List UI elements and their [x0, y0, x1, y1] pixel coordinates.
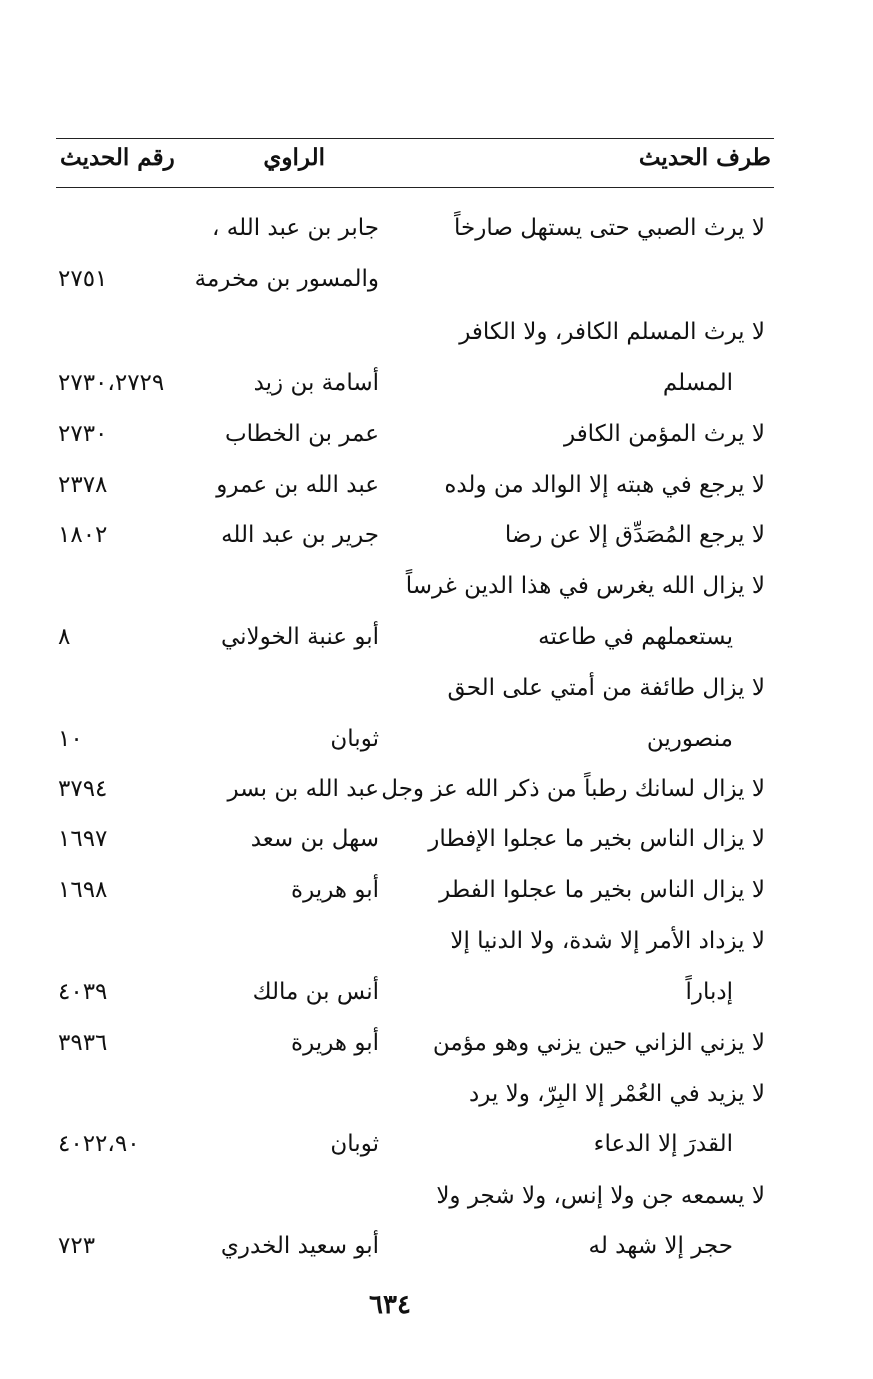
- hadith-number: ٣٧٩٤: [58, 776, 108, 802]
- column-header-narrator: الراوي: [263, 144, 325, 171]
- hadith-text-line: لا يزال طائفة من أمتي على الحق: [447, 675, 765, 701]
- hadith-text-line: لا يرث الصبي حتى يستهل صارخاً: [454, 215, 765, 241]
- narrator-name: جرير بن عبد الله: [221, 522, 379, 548]
- page-number: ٦٣٤: [369, 1290, 411, 1320]
- hadith-number: ٢٧٣٠،٢٧٢٩: [58, 370, 165, 396]
- column-header-hadith-number: رقم الحديث: [60, 144, 175, 171]
- hadith-number: ١٠: [58, 726, 83, 752]
- hadith-number: ٢٧٥١: [58, 266, 108, 292]
- header-top-rule: [56, 138, 774, 139]
- hadith-text-line: لا يزداد الأمر إلا شدة، ولا الدنيا إلا: [450, 928, 765, 954]
- hadith-text-line: لا يرث المسلم الكافر، ولا الكافر: [459, 319, 765, 345]
- hadith-text-line: لا يرجع في هبته إلا الوالد من ولده: [444, 472, 765, 498]
- hadith-number: ١٨٠٢: [58, 522, 108, 548]
- narrator-name: أسامة بن زيد: [253, 370, 379, 396]
- hadith-text-line: لا يزال الناس بخير ما عجلوا الإفطار: [428, 826, 765, 852]
- hadith-number: ١٦٩٧: [58, 826, 108, 852]
- hadith-text-line: يستعملهم في طاعته: [538, 624, 733, 650]
- hadith-text-line: لا يسمعه جن ولا إنس، ولا شجر ولا: [436, 1183, 765, 1209]
- narrator-name: عمر بن الخطاب: [224, 421, 379, 447]
- hadith-text-line: لا يرث المؤمن الكافر: [564, 421, 765, 447]
- hadith-text-line: لا يزال الله يغرس في هذا الدين غرساً: [405, 573, 765, 599]
- narrator-name: أبو هريرة: [291, 1030, 379, 1056]
- hadith-text-line: حجر إلا شهد له: [588, 1233, 733, 1259]
- hadith-text-line: لا يزيد في العُمْر إلا البِرّ، ولا يرد: [468, 1081, 765, 1107]
- narrator-name: أنس بن مالك: [252, 979, 379, 1005]
- hadith-number: ٤٠٢٢،٩٠: [58, 1131, 140, 1157]
- narrator-name: والمسور بن مخرمة: [194, 266, 379, 292]
- hadith-text-line: لا يرجع المُصَدِّق إلا عن رضا: [504, 522, 765, 548]
- hadith-number: ٢٣٧٨: [58, 472, 108, 498]
- column-header-hadith-start: طرف الحديث: [638, 144, 771, 171]
- narrator-name: ثوبان: [330, 1131, 379, 1157]
- header-bottom-rule: [56, 187, 774, 188]
- narrator-name: عبد الله بن عمرو: [216, 472, 379, 498]
- hadith-text-line: لا يزال الناس بخير ما عجلوا الفطر: [439, 877, 765, 903]
- hadith-number: ٤٠٣٩: [58, 979, 108, 1005]
- narrator-name: أبو سعيد الخدري: [220, 1233, 379, 1259]
- hadith-text-line: لا يزال لسانك رطباً من ذكر الله عز وجل: [381, 776, 765, 802]
- hadith-number: ٣٩٣٦: [58, 1030, 108, 1056]
- narrator-name: جابر بن عبد الله ،: [212, 215, 379, 241]
- hadith-text-line: إدباراً: [685, 979, 733, 1005]
- hadith-number: ٨: [58, 624, 71, 650]
- narrator-name: عبد الله بن بسر: [227, 776, 379, 802]
- hadith-text-line: المسلم: [662, 370, 733, 396]
- hadith-text-line: لا يزني الزاني حين يزني وهو مؤمن: [432, 1030, 765, 1056]
- hadith-text-line: القدرَ إلا الدعاء: [593, 1131, 733, 1157]
- hadith-number: ٧٢٣: [58, 1233, 96, 1259]
- hadith-text-line: منصورين: [646, 726, 733, 752]
- narrator-name: أبو عنبة الخولاني: [220, 624, 379, 650]
- hadith-number: ٢٧٣٠: [58, 421, 108, 447]
- narrator-name: سهل بن سعد: [250, 826, 379, 852]
- hadith-number: ١٦٩٨: [58, 877, 108, 903]
- narrator-name: ثوبان: [330, 726, 379, 752]
- narrator-name: أبو هريرة: [291, 877, 379, 903]
